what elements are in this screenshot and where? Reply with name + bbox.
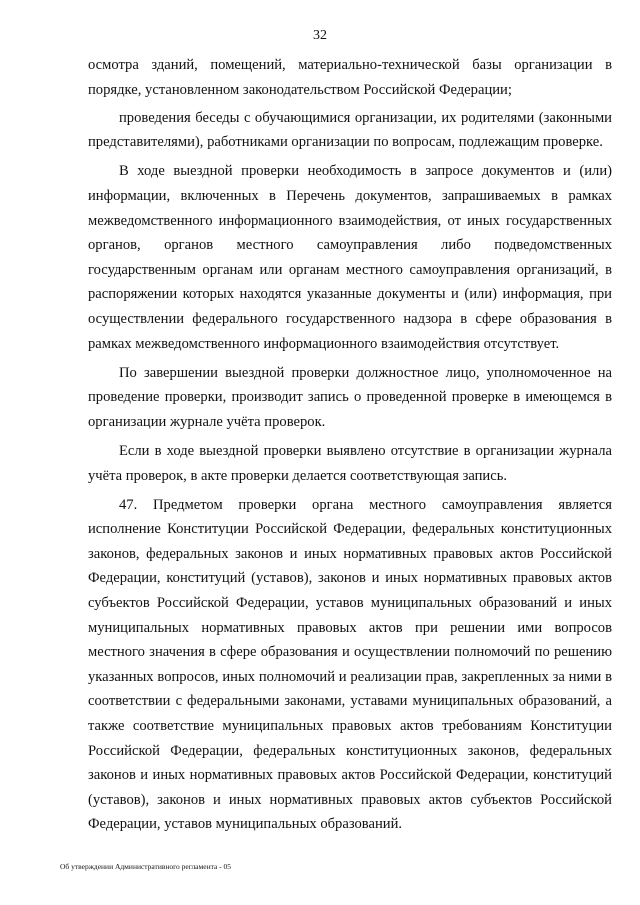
paragraph-document-request: В ходе выездной проверки необходимость в запросе документов и (или) информации, включенных в Перечень документов, запрашиваемых в рамках межведомственного информационного взаимодействия, от иных государственных органов, органов местного самоуправления либо подведомственных государственным органам или органам местного самоуправления организаций, в распоряжении которых находятся указанные документы и (или) информация, при осуществлении федерального государственного надзора в сфере образования в рамках межведомственного информационного взаимодействия отсутствует. xyxy=(88,163,612,352)
page-number: 32 xyxy=(313,28,327,43)
paragraph-missing-journal: Если в ходе выездной проверки выявлено отсутствие в организации журнала учёта проверок, в акте проверки делается соответствующая запись. xyxy=(88,442,612,484)
paragraph-conversation: проведения беседы с обучающимися организации, их родителями (законными представителями), работниками организации по вопросам, подлежащим проверке. xyxy=(88,109,612,151)
document-body xyxy=(88,53,612,840)
paragraph-inspection-buildings: осмотра зданий, помещений, материально-технической базы организации в порядке, установленном законодательством Российской Федерации; xyxy=(88,57,612,98)
paragraph-item-47: 47. Предметом проверки органа местного самоуправления является исполнение Конституции Российской Федерации, федеральных конституционных законов, федеральных законов и иных нормативных правовых актов Российской Федерации, конституций (уставов), законов и иных нормативных правовых актов субъектов Российской Федерации, уставов муниципальных образований и иных муниципальных нормативных правовых актов при решении ими вопросов местного значения в сфере образования и осуществлении полномочий по решению указанных вопросов, иных полномочий и реализации прав, закрепленных за ними в соответствии с федеральными законами, уставами муниципальных образований, а также соответствие муниципальных правовых актов требованиям Конституции Российской Федерации, федеральных конституционных законов, федеральных законов и иных нормативных правовых актов Российской Федерации, конституций (уставов), законов и иных нормативных правовых актов субъектов Российской Федерации, уставов муниципальных образований. xyxy=(88,496,612,833)
document-footer: Об утверждении Административного регламента - 05 xyxy=(60,862,232,871)
paragraph-completion-record: По завершении выездной проверки должностное лицо, уполномоченное на проведение проверки, производит запись о проведенной проверке в имеющемся в организации журнале учёта проверок. xyxy=(88,364,612,430)
